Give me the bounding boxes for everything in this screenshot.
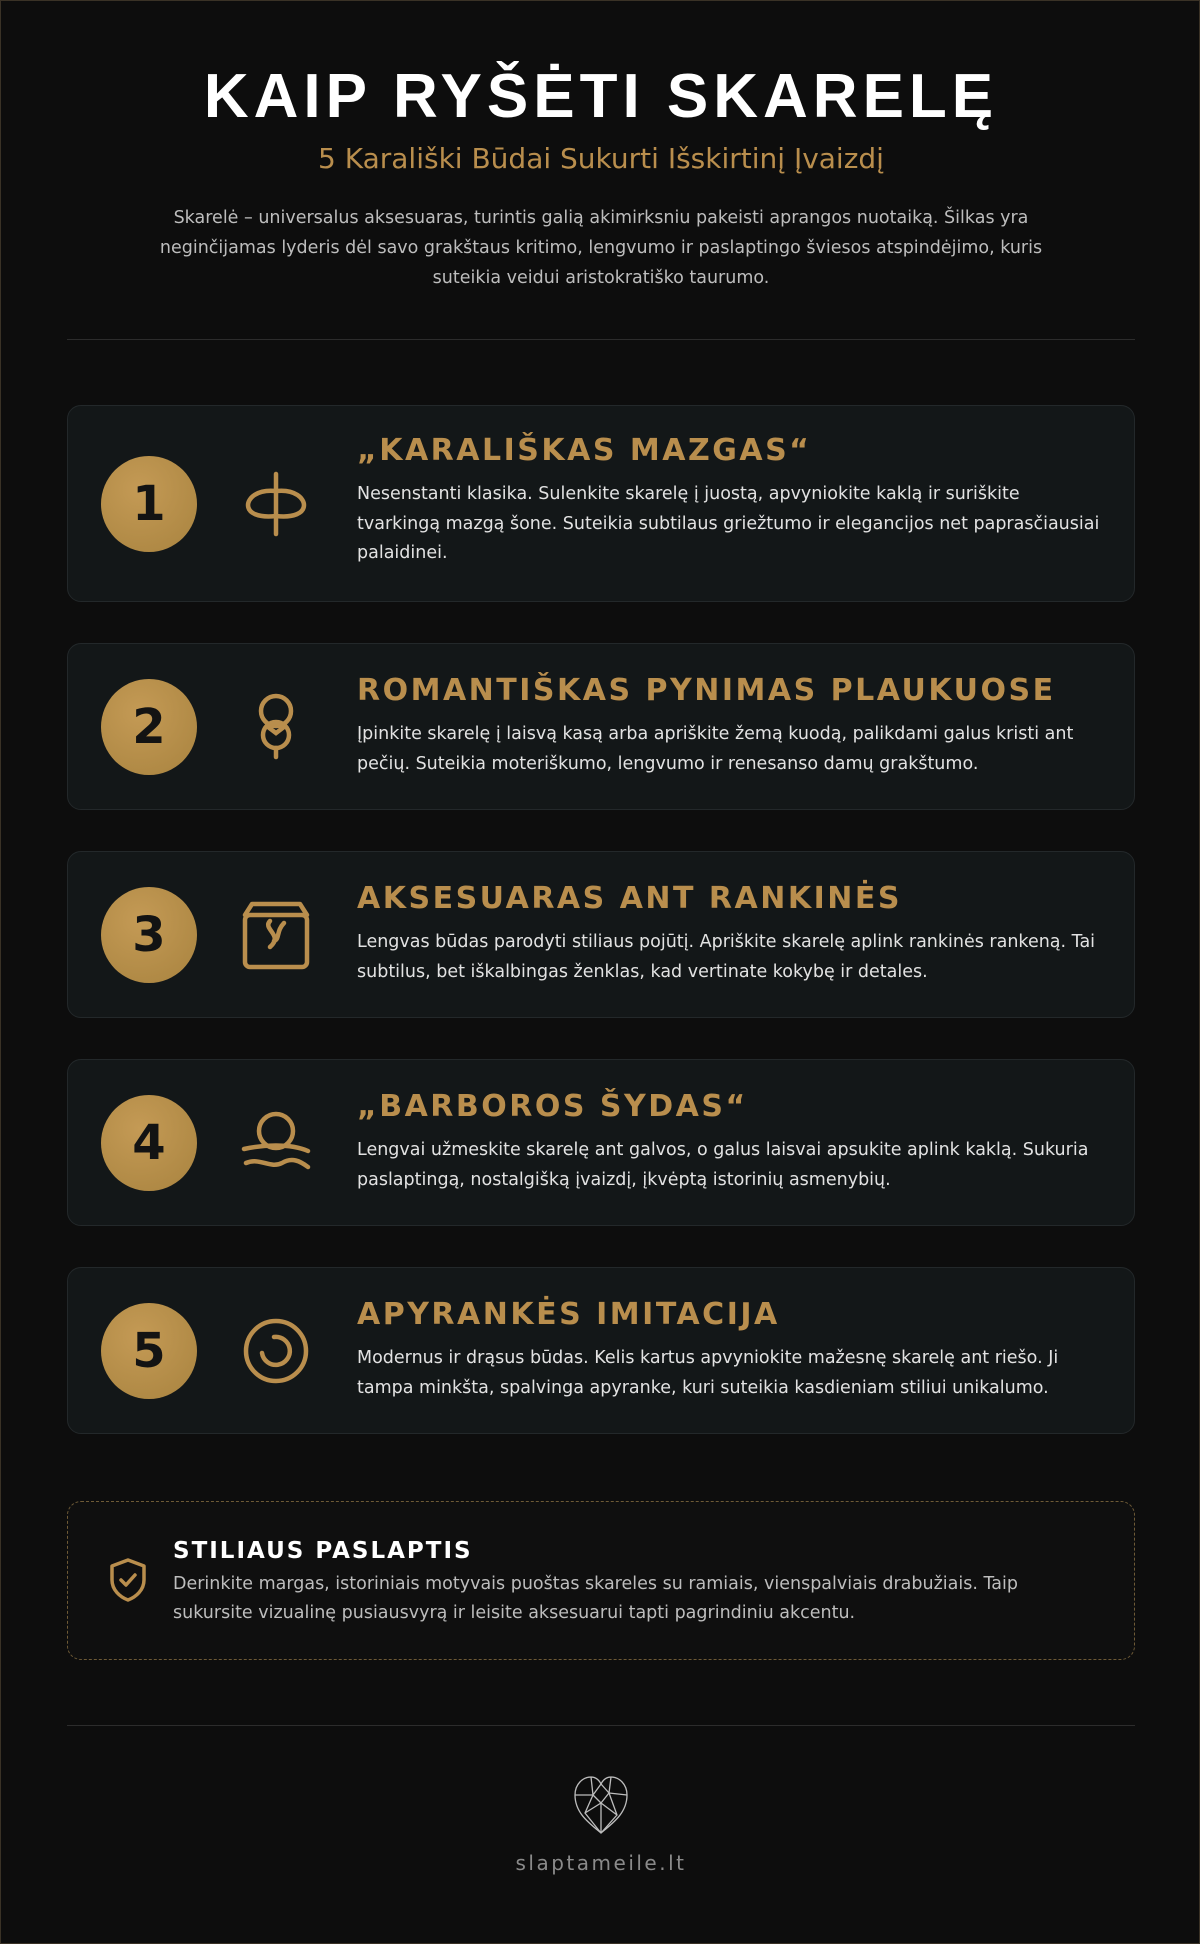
step-card-3 [67, 851, 1135, 1018]
page-subtitle: 5 Karališki Būdai Sukurti Išskirtinį Įvaizdį [318, 142, 884, 175]
braid-icon [240, 691, 312, 763]
bottom-divider [67, 1725, 1135, 1726]
bracelet-icon [240, 1315, 312, 1387]
top-divider [67, 339, 1135, 340]
site-name[interactable]: slaptameile.lt [515, 1851, 687, 1875]
step-title: „BARBOROS ŠYDAS“ [357, 1089, 748, 1124]
tip-text: Derinkite margas, istoriniais motyvais puoštas skareles su ramiais, vienspalviais drabužiais. Taip sukursite vizualinę pusiausvyrą ir leisite aksesuarui tapti pagrindiniu akcentu. [173, 1574, 1018, 1623]
step-number-badge: 5 [101, 1303, 197, 1399]
tip-title: STILIAUS PASLAPTIS [173, 1538, 473, 1564]
step-title: „KARALIŠKAS MAZGAS“ [357, 433, 812, 468]
step-title: AKSESUARAS ANT RANKINĖS [357, 881, 902, 916]
step-number-badge: 1 [101, 456, 197, 552]
style-tip-box [67, 1501, 1135, 1660]
step-text: Lengvas būdas parodyti stiliaus pojūtį. Apriškite skarelę aplink rankinės rankeną. Tai subtilus, bet iškalbingas ženklas, kad vertinate kokybę ir detales. [357, 932, 1096, 982]
step-text: Įpinkite skarelę į laisvą kasą arba apriškite žemą kuodą, palikdami galus kristi ant pečių. Suteikia moteriškumo, lengvumo ir renesanso damų grakštumo. [357, 724, 1074, 774]
step-card-2 [67, 643, 1135, 810]
step-number-badge: 4 [101, 1095, 197, 1191]
handbag-icon [240, 899, 312, 971]
step-text: Nesenstanti klasika. Sulenkite skarelę į juostą, apvyniokite kaklą ir suriškite tvarkingą mazgą šone. Suteikia subtilaus griežtumo ir elegancijos net paprasčiausiai palaidinei. [357, 484, 1100, 563]
shield-check-icon [104, 1556, 152, 1604]
intro-text: Skarelė – universalus aksesuaras, turintis galią akimirksniu pakeisti aprangos nuotaiką. Šilkas yra neginčijamas lyderis dėl savo grakštaus kritimo, lengvumo ir paslaptingo šviesos atspindėjimo, kuris suteikia veidui aristokratiško taurumo. [159, 208, 1043, 288]
heart-logo-icon [571, 1773, 631, 1837]
step-number-badge: 3 [101, 887, 197, 983]
step-card-4 [67, 1059, 1135, 1226]
page-title: KAIP RYŠĖTI SKARELĘ [203, 62, 999, 131]
step-title: ROMANTIŠKAS PYNIMAS PLAUKUOSE [357, 673, 1056, 708]
step-text: Lengvai užmeskite skarelę ant galvos, o galus laisvai apsukite aplink kaklą. Sukuria paslaptingą, nostalgišką įvaizdį, įkvėptą istorinių asmenybių. [357, 1140, 1089, 1190]
step-number-badge: 2 [101, 679, 197, 775]
step-text: Modernus ir drąsus būdas. Kelis kartus apvyniokite mažesnę skarelę ant riešo. Ji tampa minkšta, spalvinga apyranke, kuri suteikia kasdieniam stiliui unikalumo. [357, 1348, 1059, 1398]
step-title: APYRANKĖS IMITACIJA [357, 1297, 780, 1332]
step-card-1 [67, 405, 1135, 602]
knot-icon [240, 468, 312, 540]
step-card-5 [67, 1267, 1135, 1434]
headscarf-icon [240, 1107, 312, 1179]
